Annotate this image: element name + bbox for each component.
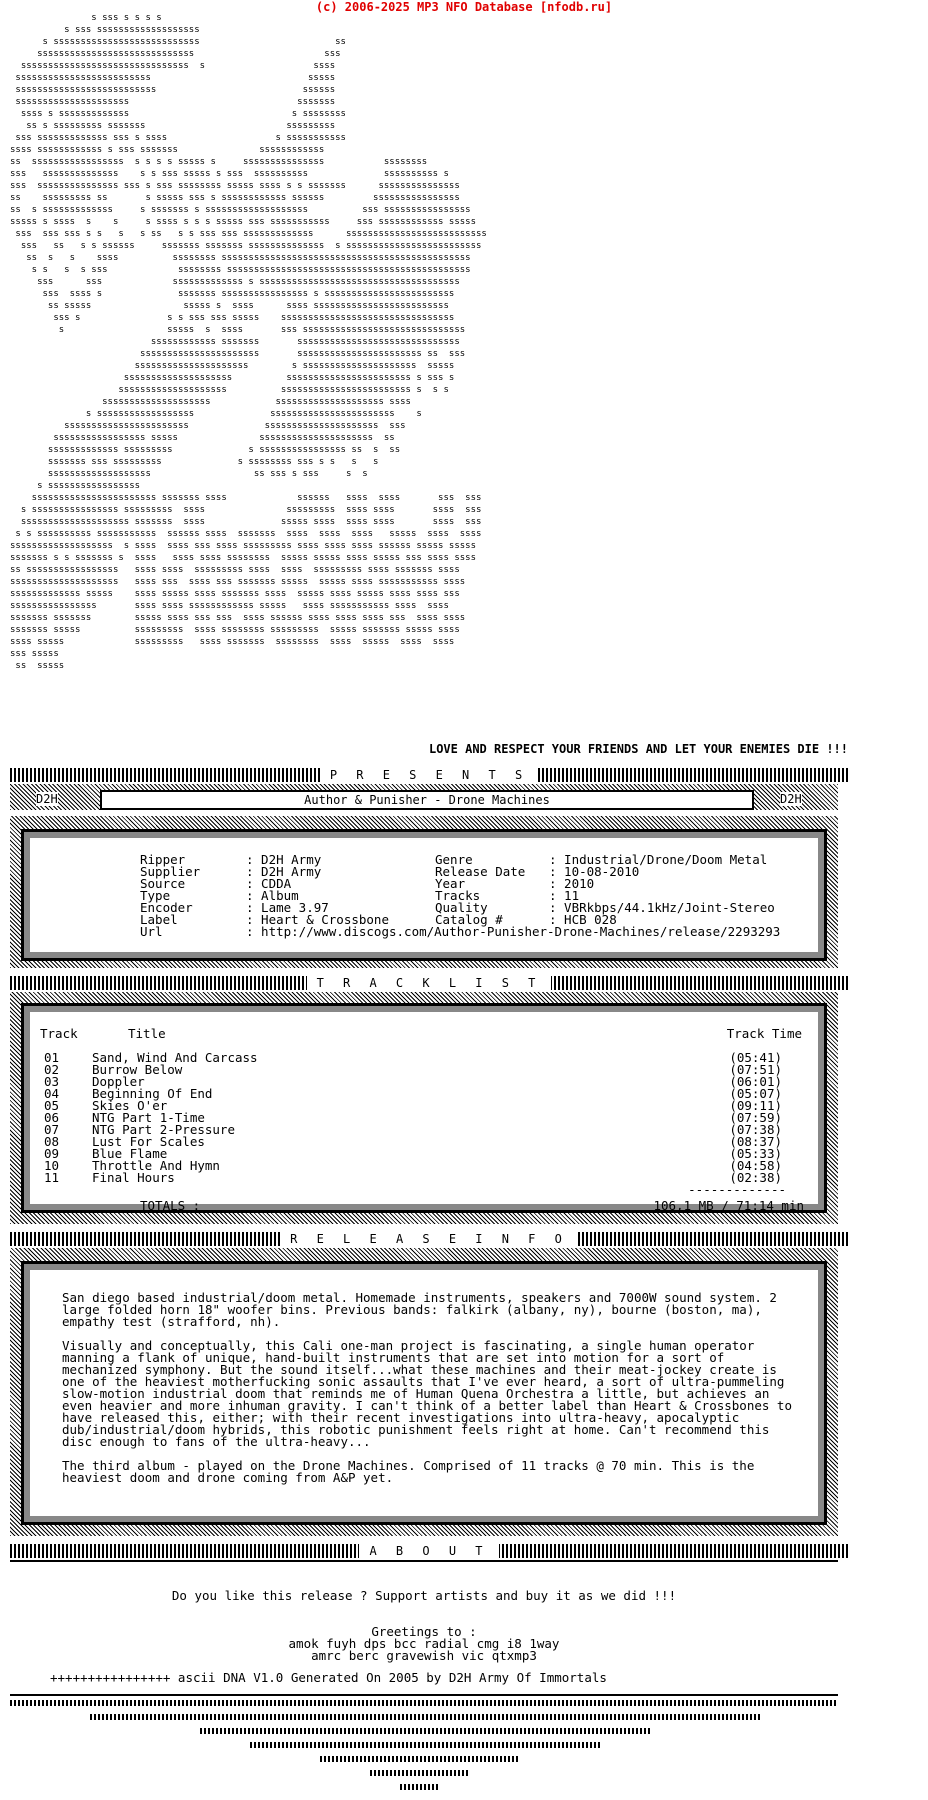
footer-bar xyxy=(10,1700,838,1706)
release-info-box xyxy=(24,1264,824,1522)
track-row: 02 Burrow Below (07:51) xyxy=(44,1062,782,1077)
release-info-heading: R E L E A S E I N F O xyxy=(280,1232,578,1246)
track-row: 06 NTG Part 1-Time (07:59) xyxy=(44,1110,782,1125)
track-row: 09 Blue Flame (05:33) xyxy=(44,1146,782,1161)
track-row: 11 Final Hours (02:38) xyxy=(44,1170,782,1185)
track-row: 07 NTG Part 2-Pressure (07:38) xyxy=(44,1122,782,1137)
totals-label: TOTALS : xyxy=(140,1198,201,1213)
greetings-line: amok fuyh dps bcc radial cmg i8 1way xyxy=(288,1636,560,1651)
footer-bar xyxy=(200,1728,650,1734)
footer-bar xyxy=(250,1742,600,1748)
info-row: Tracks : 11 xyxy=(435,888,580,903)
release-title-bar xyxy=(100,790,754,810)
group-tag-right: D2H xyxy=(780,792,802,806)
footer-bar xyxy=(400,1784,440,1790)
info-box xyxy=(24,832,824,958)
time-col-header: Track Time xyxy=(726,1026,802,1041)
info-row: Supplier : D2H Army xyxy=(140,864,322,879)
info-row: Quality : VBRkbps/44.1kHz/Joint-Stereo xyxy=(435,900,775,915)
about-heading: A B O U T xyxy=(359,1544,498,1558)
footer-bar xyxy=(320,1756,520,1762)
totals-separator-row xyxy=(30,1184,818,1196)
track-row: 10 Throttle And Hymn (04:58) xyxy=(44,1158,782,1173)
release-title: Author & Punisher - Drone Machines xyxy=(304,793,550,807)
release-info-paragraph: San diego based industrial/doom metal. Homemade instruments, speakers and 7000W sound system. 2 large folded horn 18" woofer bins. Previous bands: falkirk (albany, ny), bourne (boston, ma), empathy test (strafford, nh). xyxy=(62,1290,777,1329)
info-row: Type : Album xyxy=(140,888,299,903)
track-row: 03 Doppler (06:01) xyxy=(44,1074,782,1089)
info-row: Ripper : D2H Army xyxy=(140,852,322,867)
release-info-banner xyxy=(10,1232,848,1246)
info-row: Url : http://www.discogs.com/Author-Punisher-Drone-Machines/release/2293293 xyxy=(140,924,781,939)
info-row: Label : Heart & Crossbone xyxy=(140,912,389,927)
info-row: Source : CDDA xyxy=(140,876,292,891)
generator-line: ++++++++++++++++ ascii DNA V1.0 Generated On 2005 by D2H Army Of Immortals xyxy=(50,1670,607,1685)
motto-line: LOVE AND RESPECT YOUR FRIENDS AND LET YOUR ENEMIES DIE !!! xyxy=(428,742,848,756)
tracklist-banner xyxy=(10,976,848,990)
greetings-line: amrc berc gravewish vic qtxmp3 xyxy=(311,1648,537,1663)
footer-bar xyxy=(370,1770,470,1776)
title-col-header: Title xyxy=(128,1026,166,1041)
info-row: Release Date : 10-08-2010 xyxy=(435,864,640,879)
track-col-header: Track xyxy=(40,1026,78,1041)
footer-bar xyxy=(90,1714,760,1720)
about-box xyxy=(10,1560,838,1696)
totals-separator: ------------- xyxy=(688,1182,786,1197)
support-line: Do you like this release ? Support artists and buy it as we did !!! xyxy=(171,1588,677,1603)
track-row: 08 Lust For Scales (08:37) xyxy=(44,1134,782,1149)
about-banner xyxy=(10,1544,848,1558)
release-info-paragraph: The third album - played on the Drone Machines. Comprised of 11 tracks @ 70 min. This is the heaviest doom and drone coming from A&P yet. xyxy=(62,1458,755,1485)
track-header-row xyxy=(30,1028,818,1040)
presents-banner xyxy=(10,768,848,782)
group-tag-left: D2H xyxy=(36,792,58,806)
release-info-paragraph: Visually and conceptually, this Cali one-man project is fascinating, a single human operator manning a flank of unique, hand-built instruments that are set into motion for a sort of mechanized symphony. But the sound itself...what these machines and their meat-jockey create is one of the heaviest motherfucking sonic assaults that I've ever heard, a sort of ultra-pummeling slow-motion industrial doom that reminds me of Human Quena Orchestra a little, but achieves an even heavier and more inhuman gravity. I can't think of a better label than Heart & Crossbones to have released this, either; with their recent investigations into ultra-heavy, apocalyptic dub/industrial/doom hybrids, this robotic punishment feels right at home. Can't recommend this disc enough to fans of the ultra-heavy... xyxy=(62,1338,792,1449)
track-row: 01 Sand, Wind And Carcass (05:41) xyxy=(44,1050,782,1065)
tracklist-heading: T R A C K L I S T xyxy=(307,976,552,990)
track-row: 05 Skies O'er (09:11) xyxy=(44,1098,782,1113)
info-right-column xyxy=(435,854,781,926)
track-row: 04 Beginning Of End (05:07) xyxy=(44,1086,782,1101)
presents-heading: P R E S E N T S xyxy=(320,768,538,782)
totals-value: 106,1 MB / 71:14 min xyxy=(653,1198,804,1213)
greetings-label: Greetings to : xyxy=(371,1624,477,1639)
info-row: Catalog # : HCB 028 xyxy=(435,912,617,927)
totals-row xyxy=(30,1200,818,1212)
copyright-notice: (c) 2006-2025 MP3 NFO Database [nfodb.ru] xyxy=(315,0,613,14)
info-row: Year : 2010 xyxy=(435,876,595,891)
info-row: Genre : Industrial/Drone/Doom Metal xyxy=(435,852,768,867)
info-row: Encoder : Lame 3.97 xyxy=(140,900,329,915)
tracklist-box xyxy=(24,1006,824,1213)
ascii-logo-art: s sss s s s s s sss sssssssssssssssssss s sssssssssssssssssssssssssss ss sssssssssssssssssssssssssssss sss sssssssssssssssssssssssssssssss s ssss sssssssssssssssssssssssss sssss ssssssssssssssssssssssssss ssssss sssssssssssssssssssss sssssss ssss s sssssssssssss s ssssssss ss s sssssssss sssssss sssssssss sss sssssssssssss sss s ssss s sssssssssss ssss ssssssssssss s sss sssssss ssssssssssss ss sssssssssssssssss s s s s sssss s sssssssssssssss ssssssss sss ssssssssssssss s s sss sssss s sss ssssssssss ssssssssss s sss sssssssssssssss sss s sss ssssssss sssss ssss s s sssssss sssssssssssssss ss sssssssss ss s sssss sss s ssssssssssss ssssss ssssssssssssssss ss s sssssssssssss s sssssss s sssssssssssssssssss sss ssssssssssssssss sssss s ssss s s s ssss s s s sssss sss sssssssssss sss ssssssssssss sssss sss sss sss s s s s ss s s sss sss sssssssssssss ssssssssssssssssssssssssss sss ss s s ssssss sssssss sssssss ssssssssssssss s sssssssssssssssssssssssss ss s s ssss ssssssss ssssssssssssssssssssssssssssssssssssssssssssss s s s s sss ssssssss sssssssssssssssssssssssssssssssssssssssssssss sss sss sssssssssssss s sssssssssssssssssssssssssssssssssssss sss ssss s sssssss ssssssssssssssss s ssssssssssssssssssssssss ss sssss sssss s ssss ssss sssssssssssssssssssssssss sss s s s sss sss sssss ssssssssssssssssssssssssssssssss s sssss s ssss sss ssssssssssssssssssssssssssssss ssssssssssss sssssss ssssssssssssssssssssssssssssss ssssssssssssssssssssss sssssssssssssssssssssss ss sss sssssssssssssssssssss s sssssssssssssssssssss sssss ssssssssssssssssssss sssssssssssssssssssssss s sss s ssssssssssssssssssss ssssssssssssssssssssssss s s s ssssssssssssssssssss ssssssssssssssssssss ssss s ssssssssssssssssss sssssssssssssssssssssss s sssssssssssssssssssssss sssssssssssssssssssss sss sssssssssssssssss sssss sssssssssssssssssssss ss sssssssssssss sssssssss s ssssssssssssssss ss s ss sssssss sss sssssssss s ssssssss sss s s s s sssssssssssssssssss ss sss s sss s s s sssssssssssssssss sssssssssssssssssssssss sssssss ssss ssssss ssss ssss sss sss s ssssssssssssssss sssssssss ssss sssssssss ssss ssss ssss sss ssssssssssssssssssss sssssss ssss sssss ssss ssss ssss ssss sss s s ssssssssss sssssssssss ssssss ssss sssssss ssss ssss ssss sssss ssss ssss sssssssssssssssssss s ssss ssss sss ssss sssssssss ssss ssss ssss ssssss sssss sssss sssssss s s sssssss s ssss ssss ssss ssssssss sssss sssss ssss sssss sss ssss ssss ss sssssssssssssssss ssss ssss sssssssss ssss ssss sssssssss ssss sssssss ssss ssssssssssssssssssss ssss sss ssss sss sssssss sssss sssss ssss sssssssssss ssss sssssssssssss sssss ssss sssss ssss sssssss ssss sssss ssss sssss ssss ssss sss ssssssssssssssss ssss ssss ssssssssssss sssss ssss sssssssssss ssss ssss sssssss sssssss sssss ssss sss sss ssss ssssss ssss ssss ssss sss ssss ssss sssssss sssss sssssssss ssss ssssssss sssssssss sssss sssssss sssss ssss ssss sssss sssssssss ssss sssssss ssssssss ssss sssss ssss ssss sss sssss ss sssss xyxy=(10,13,487,671)
